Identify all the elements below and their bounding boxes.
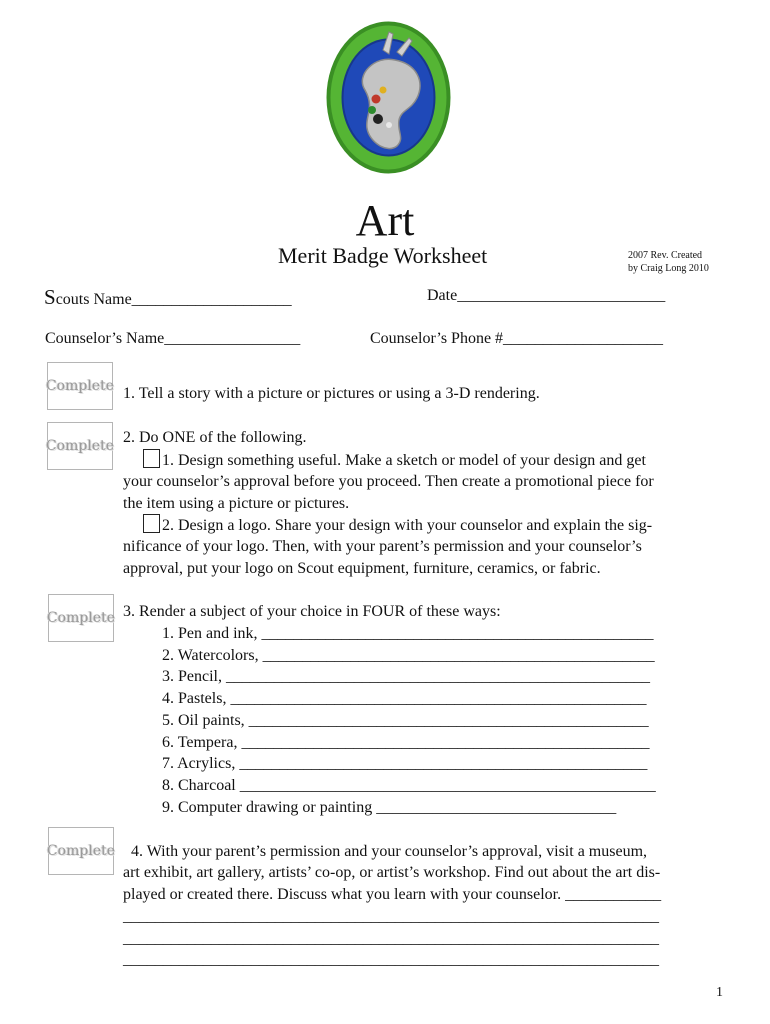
requirement-2-option-2-line-1 — [143, 514, 652, 537]
requirement-4-answer-line-1[interactable]: ___________________________________________________________________ — [123, 908, 659, 925]
complete-label: Complete — [45, 378, 115, 394]
complete-label: Complete — [46, 843, 116, 859]
complete-box-req-3[interactable] — [48, 594, 114, 642]
complete-box-req-2[interactable] — [47, 422, 113, 470]
requirement-4-answer-line-3[interactable]: ___________________________________________________________________ — [123, 951, 659, 968]
requirement-2-option-1-line-3: the item using a picture or pictures. — [123, 495, 350, 512]
option-2-text: 2. Design a logo. Share your design with your counselor and explain the sig- — [162, 517, 653, 534]
complete-box-req-1[interactable] — [47, 362, 113, 410]
requirement-2-option-2-line-3: approval, put your logo on Scout equipment, furniture, ceramics, or fabric. — [123, 560, 601, 577]
requirement-4-line-2: art exhibit, art gallery, artists’ co-op, or artist’s workshop. Find out about the art dis- — [123, 864, 661, 881]
page-number: 1 — [716, 985, 723, 1000]
art-merit-badge-emblem — [325, 20, 452, 175]
requirement-4-answer-line-2[interactable]: ___________________________________________________________________ — [123, 930, 659, 947]
counselor-name-field[interactable]: Counselor’s Name_________________ — [45, 330, 301, 347]
scout-name-label: couts Name____________________ — [55, 291, 292, 308]
requirement-1-text: 1. Tell a story with a picture or pictures or using a 3-D rendering. — [123, 385, 540, 402]
medium-line-pastels[interactable]: 4. Pastels, ____________________________________________________ — [162, 690, 647, 707]
revision-line-1: 2007 Rev. Created — [628, 250, 703, 261]
requirement-4-line-1: 4. With your parent’s permission and your counselor’s approval, visit a museum, — [123, 843, 648, 860]
medium-line-acrylics[interactable]: 7. Acrylics, ___________________________________________________ — [162, 755, 648, 772]
complete-label: Complete — [46, 610, 116, 626]
medium-line-pencil[interactable]: 3. Pencil, _____________________________________________________ — [162, 668, 650, 685]
medium-line-oil-paints[interactable]: 5. Oil paints, __________________________________________________ — [162, 712, 649, 729]
complete-box-req-4[interactable] — [48, 827, 114, 875]
scout-name-initial: S — [44, 285, 56, 309]
requirement-2-option-1-line-2: your counselor’s approval before you proceed. Then create a promotional piece for — [123, 473, 654, 490]
scout-name-field[interactable] — [44, 285, 292, 310]
medium-line-tempera[interactable]: 6. Tempera, ___________________________________________________ — [162, 734, 650, 751]
medium-line-watercolors[interactable]: 2. Watercolors, _________________________________________________ — [162, 647, 655, 664]
requirement-3-heading: 3. Render a subject of your choice in FOUR of these ways: — [123, 603, 501, 620]
requirement-2-heading: 2. Do ONE of the following. — [123, 429, 307, 446]
medium-line-charcoal[interactable]: 8. Charcoal ____________________________________________________ — [162, 777, 656, 794]
medium-line-pen-and-ink[interactable]: 1. Pen and ink, _________________________________________________ — [162, 625, 654, 642]
option-1-checkbox[interactable] — [143, 449, 160, 468]
revision-note — [628, 249, 709, 275]
revision-line-2: by Craig Long 2010 — [628, 263, 709, 274]
page-title: Art — [355, 196, 415, 245]
option-2-checkbox[interactable] — [143, 514, 160, 533]
option-1-text: 1. Design something useful. Make a sketch or model of your design and get — [162, 452, 646, 469]
page-subtitle: Merit Badge Worksheet — [278, 243, 488, 268]
medium-line-computer[interactable]: 9. Computer drawing or painting ______________________________ — [162, 799, 617, 816]
requirement-2-option-2-line-2: nificance of your logo. Then, with your parent’s permission and your counselor’s — [123, 538, 642, 555]
counselor-phone-field[interactable]: Counselor’s Phone #____________________ — [370, 330, 664, 347]
requirement-2-option-1-line-1 — [143, 449, 646, 472]
complete-label: Complete — [45, 438, 115, 454]
date-field[interactable]: Date__________________________ — [427, 287, 666, 304]
requirement-4-line-3[interactable]: played or created there. Discuss what you learn with your counselor. ____________ — [123, 886, 662, 903]
